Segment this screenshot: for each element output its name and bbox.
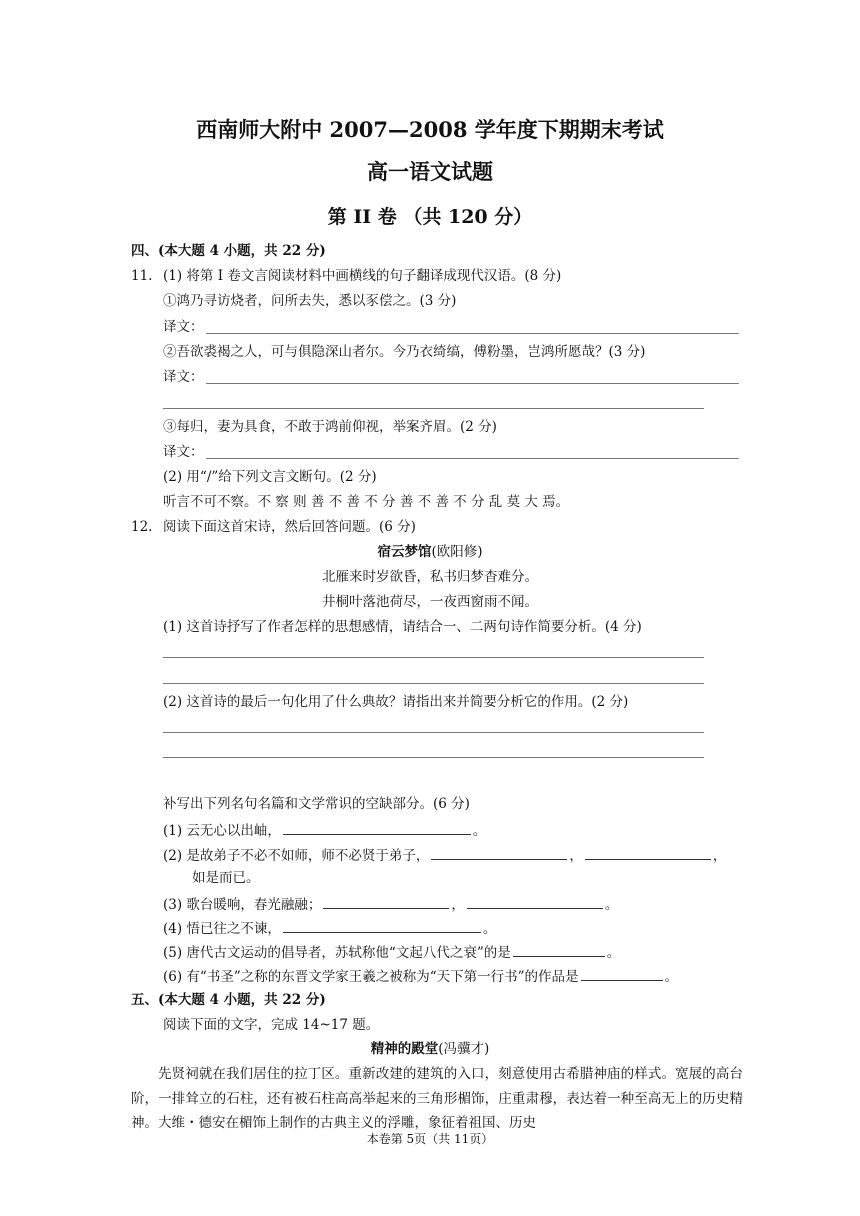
fill-item-5-text: (5) 唐代古文运动的倡导者，苏轼称他“文起八代之衰”的是 <box>163 945 511 961</box>
answer-line[interactable] <box>163 408 704 409</box>
q11-part1: (1) 将第 I 卷文言阅读材料中画横线的句子翻译成现代汉语。(8 分) <box>163 268 562 284</box>
exam-subject: 高一语文试题 <box>367 159 493 184</box>
blank[interactable] <box>323 894 449 909</box>
q12-number: 12. <box>131 519 153 535</box>
fill-item-2-text: (2) 是故弟子不必不如师，师不必贤于弟子， <box>163 848 430 864</box>
fill-item-4 <box>163 918 496 938</box>
fill-item-5 <box>163 942 620 962</box>
article-heading <box>0 1040 860 1058</box>
poem-heading <box>0 543 860 561</box>
poem-title: 宿云梦馆 <box>377 544 432 560</box>
translation-label-3: 译文： <box>163 444 204 460</box>
fill-item-2-cont: 如是而已。 <box>192 870 260 886</box>
punct: 。 <box>664 969 679 985</box>
translation-label-2: 译文： <box>163 369 204 385</box>
fill-item-4-text: (4) 悟已往之不谏， <box>163 921 281 937</box>
poem-line-1: 北雁来时岁欲昏，私书归梦杳难分。 <box>322 569 538 585</box>
article-author: (冯骥才) <box>438 1041 490 1057</box>
fill-item-3-text: (3) 歌台暖响，春光融融； <box>163 897 322 913</box>
poem-line-2: 井桐叶落池荷尽，一夜西窗雨不闻。 <box>322 594 538 610</box>
blank[interactable] <box>283 820 471 835</box>
q12-sub2: (2) 这首诗的最后一句化用了什么典故？请指出来并简要分析它的作用。(2 分) <box>163 694 629 710</box>
q11-sentence2: ②吾欲裘褐之人，可与俱隐深山者尔。今乃衣绮缟，傅粉墨，岂鸿所愿哉？(3 分) <box>163 344 646 360</box>
q13-intro: 补写出下列名句名篇和文学常识的空缺部分。(6 分) <box>163 796 470 812</box>
punct: ， <box>712 848 727 864</box>
fill-item-6-text: (6) 有“书圣”之称的东晋文学家王羲之被称为“天下第一行书”的作品是 <box>163 969 579 985</box>
poem-author: (欧阳修) <box>431 544 483 560</box>
fill-item-2 <box>163 845 726 865</box>
fill-item-6 <box>163 966 678 986</box>
translation-label-1: 译文： <box>163 319 204 335</box>
exam-title: 西南师大附中 2007—2008 学年度下期期末考试 <box>196 117 664 142</box>
blank[interactable] <box>467 894 603 909</box>
q12-intro: 阅读下面这首宋诗，然后回答问题。(6 分) <box>163 519 416 535</box>
q11-part2-text: 听言不可不察。不 察 则 善 不 善 不 分 善 不 善 不 分 乱 莫 大 焉。 <box>163 494 570 510</box>
fill-item-3 <box>163 894 618 914</box>
section-4-heading: 四、(本大题 4 小题，共 22 分) <box>131 243 326 259</box>
answer-line[interactable] <box>163 757 704 758</box>
section-5-heading: 五、(本大题 4 小题，共 22 分) <box>131 992 326 1008</box>
answer-line[interactable] <box>163 657 704 658</box>
q12-sub1: (1) 这首诗抒写了作者怎样的思想感情，请结合一、二两句诗作简要分析。(4 分) <box>163 619 642 635</box>
q11-part2: (2) 用“/”给下列文言文断句。(2 分) <box>163 469 377 485</box>
article-title: 精神的殿堂 <box>370 1041 439 1057</box>
punct: ， <box>569 848 583 864</box>
section-5-intro: 阅读下面的文字，完成 14~17 题。 <box>163 1017 380 1033</box>
punct: ， <box>451 897 465 913</box>
article-paragraph: 先贤祠就在我们居住的拉丁区。重新改建的建筑的入口，刻意使用古希腊神庙的样式。宽展的高台阶，一排耸立的石柱，还有被石柱高高举起来的三角形楣饰，庄重肃穆，表达着一种至高无上的历史精神。大维・德安在楣饰上制作的古典主义的浮雕，象征着祖国、历史 <box>131 1066 743 1131</box>
blank[interactable] <box>431 845 567 860</box>
punct: 。 <box>472 823 487 839</box>
q11-sentence1: ①鸿乃寻访烧者，问所去失，悉以豕偿之。(3 分) <box>163 293 457 309</box>
fill-item-1-text: (1) 云无心以出岫， <box>163 823 281 839</box>
blank[interactable] <box>283 918 481 933</box>
answer-line[interactable] <box>206 458 739 459</box>
paper-section-title: 第 II 卷 （共 120 分） <box>327 206 533 228</box>
punct: 。 <box>604 897 619 913</box>
blank[interactable] <box>581 966 663 981</box>
q11-sentence3: ③每归，妻为具食，不敢于鸿前仰视，举案齐眉。(2 分) <box>163 419 497 435</box>
blank[interactable] <box>513 942 605 957</box>
answer-line[interactable] <box>206 333 739 334</box>
answer-line[interactable] <box>163 732 704 733</box>
answer-line[interactable] <box>163 683 704 684</box>
answer-line[interactable] <box>206 383 739 384</box>
q11-number: 11. <box>131 268 153 284</box>
punct: 。 <box>606 945 621 961</box>
blank[interactable] <box>585 845 711 860</box>
page-footer: 本卷第 5页（共 11页） <box>366 1132 494 1146</box>
fill-item-1 <box>163 820 486 840</box>
punct: 。 <box>482 921 497 937</box>
